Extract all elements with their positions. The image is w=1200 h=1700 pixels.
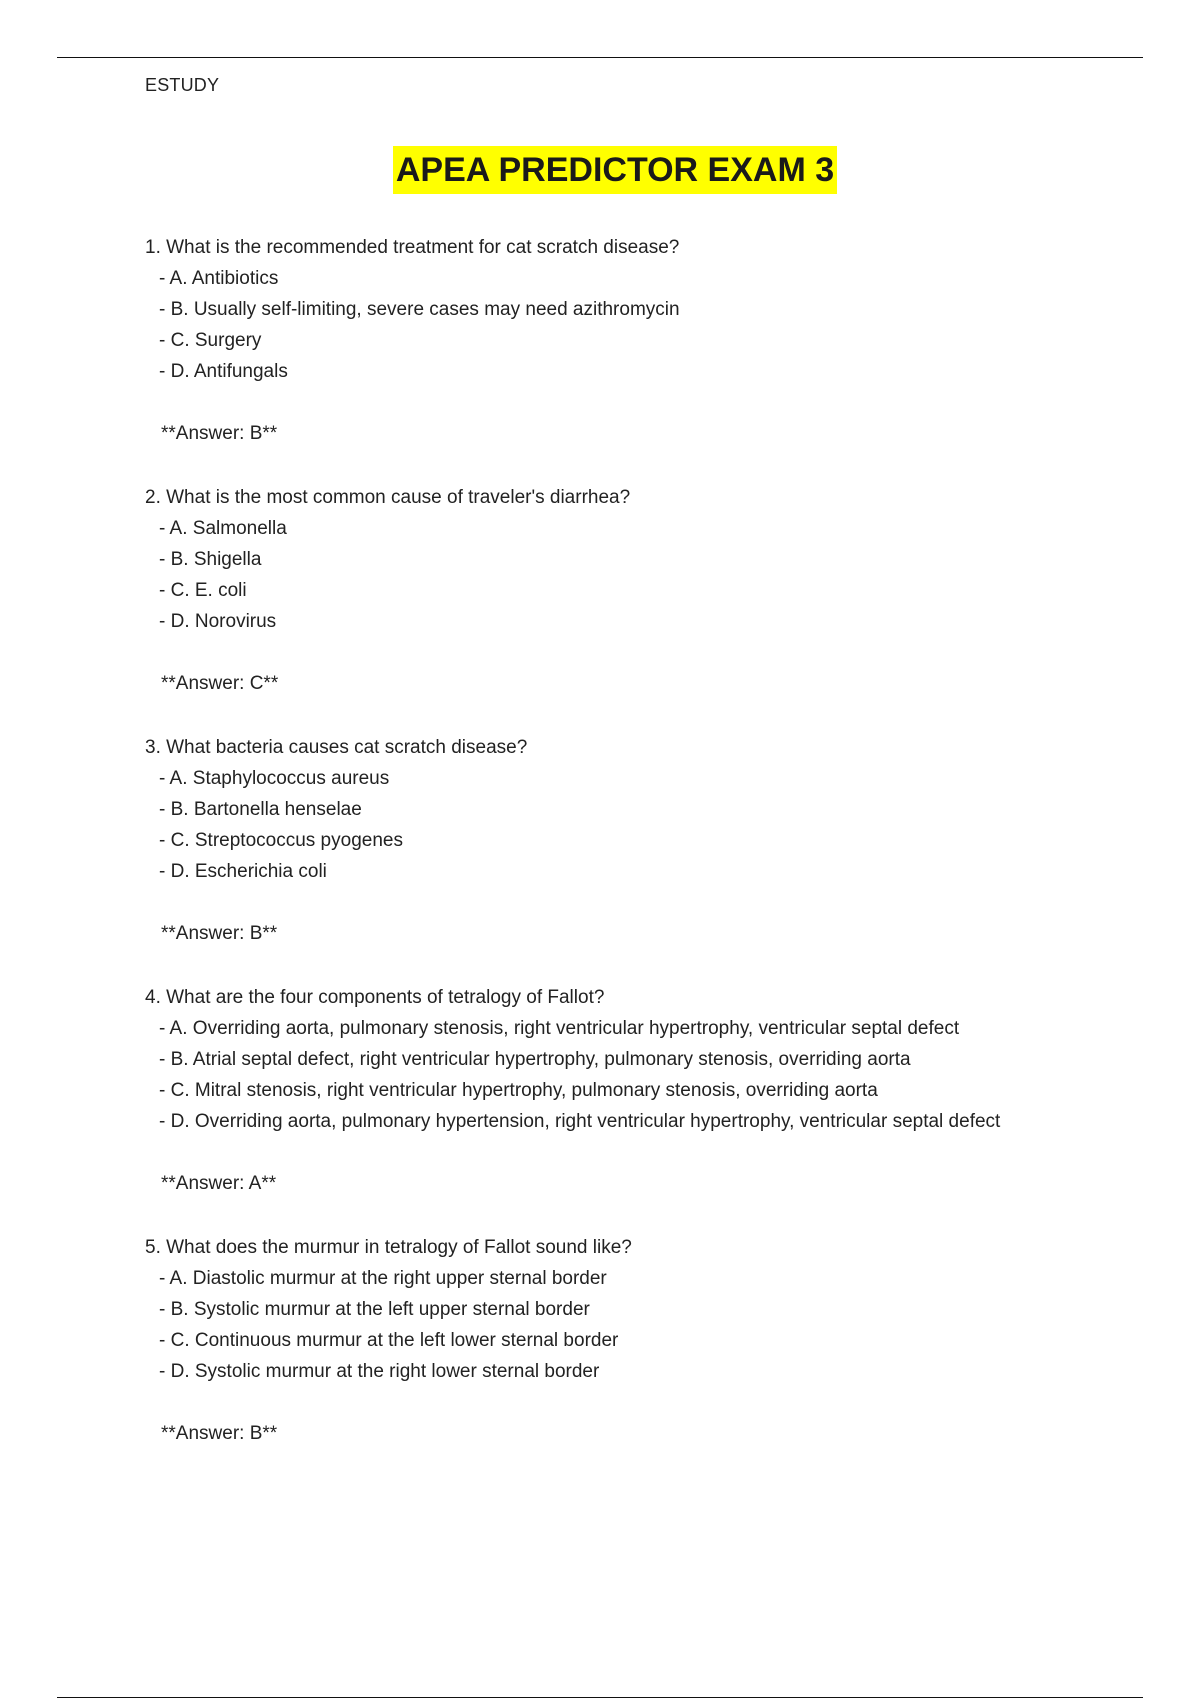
option-a: - A. Salmonella [159, 518, 287, 539]
answer: **Answer: C** [161, 673, 279, 694]
answer: **Answer: B** [161, 1423, 278, 1444]
option-c: - C. Surgery [159, 330, 262, 351]
option-c: - C. Streptococcus pyogenes [159, 830, 403, 851]
option-b: - B. Usually self-limiting, severe cases may need azithromycin [159, 299, 680, 320]
option-b: - B. Shigella [159, 549, 262, 570]
question-2 [145, 482, 1145, 732]
option-a: - A. Overriding aorta, pulmonary stenosis, right ventricular hypertrophy, ventricular septal defect [159, 1018, 960, 1039]
question-text: 4. What are the four components of tetralogy of Fallot? [145, 987, 605, 1008]
option-c: - C. E. coli [159, 580, 247, 601]
question-text: 5. What does the murmur in tetralogy of Fallot sound like? [145, 1237, 632, 1258]
option-d: - D. Systolic murmur at the right lower sternal border [159, 1361, 600, 1382]
option-d: - D. Overriding aorta, pulmonary hypertension, right ventricular hypertrophy, ventricular septal defect [159, 1111, 1001, 1132]
option-b: - B. Bartonella henselae [159, 799, 362, 820]
question-text: 2. What is the most common cause of traveler's diarrhea? [145, 487, 631, 508]
option-a: - A. Antibiotics [159, 268, 279, 289]
title-container [0, 146, 1200, 194]
question-list [145, 232, 1145, 1482]
header-label: ESTUDY [145, 75, 220, 95]
page-title: APEA PREDICTOR EXAM 3 [393, 146, 837, 194]
top-rule [57, 57, 1143, 58]
bottom-rule [57, 1697, 1143, 1698]
option-d: - D. Norovirus [159, 611, 277, 632]
question-text: 3. What bacteria causes cat scratch disease? [145, 737, 528, 758]
question-text: 1. What is the recommended treatment for cat scratch disease? [145, 237, 680, 258]
option-b: - B. Systolic murmur at the left upper sternal border [159, 1299, 590, 1320]
question-1 [145, 232, 1145, 482]
option-a: - A. Staphylococcus aureus [159, 768, 390, 789]
answer: **Answer: A** [161, 1173, 277, 1194]
option-c: - C. Continuous murmur at the left lower sternal border [159, 1330, 619, 1351]
question-4 [145, 982, 1145, 1232]
option-b: - B. Atrial septal defect, right ventricular hypertrophy, pulmonary stenosis, overriding aorta [159, 1049, 911, 1070]
question-5 [145, 1232, 1145, 1482]
option-d: - D. Antifungals [159, 361, 288, 382]
answer: **Answer: B** [161, 923, 278, 944]
question-3 [145, 732, 1145, 982]
option-d: - D. Escherichia coli [159, 861, 327, 882]
answer: **Answer: B** [161, 423, 278, 444]
option-a: - A. Diastolic murmur at the right upper sternal border [159, 1268, 607, 1289]
option-c: - C. Mitral stenosis, right ventricular hypertrophy, pulmonary stenosis, overriding aorta [159, 1080, 878, 1101]
